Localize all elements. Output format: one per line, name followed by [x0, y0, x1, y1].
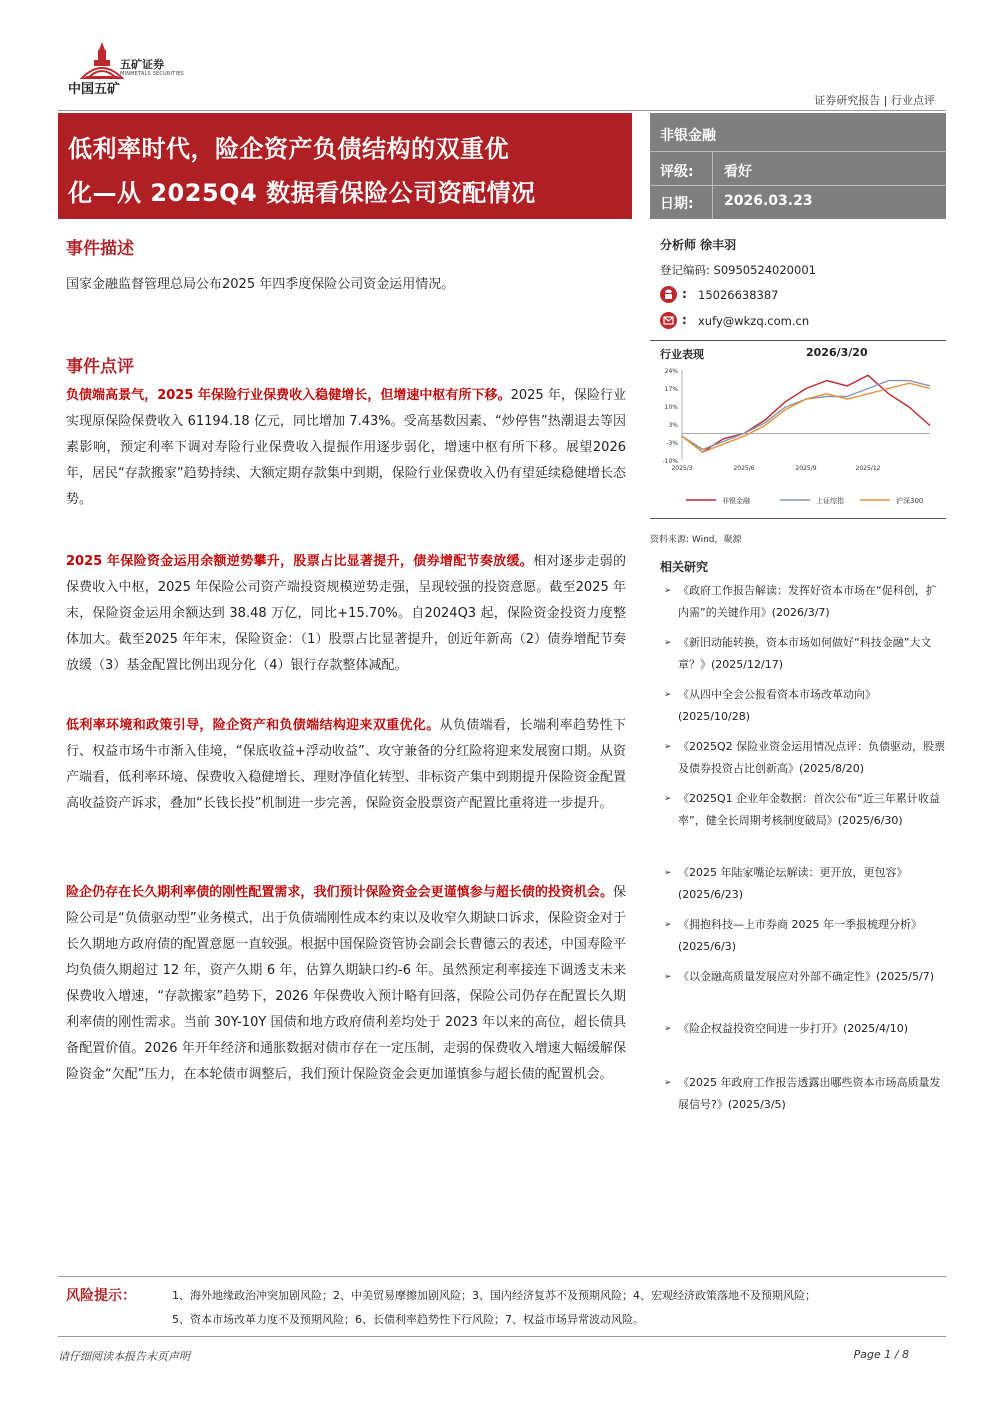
footer-disclaimer: 请仔细阅读本报告末页声明 [58, 1350, 190, 1363]
chart-top-divider [650, 340, 946, 341]
bullet-arrow-icon: ➢ [664, 1078, 672, 1088]
related-research-item[interactable] [664, 1018, 946, 1040]
analyst-email-row [660, 312, 880, 332]
related-research-item[interactable] [664, 580, 946, 624]
paragraph-asset-allocation [66, 549, 626, 679]
report-type: 证券研究报告 | 行业点评 [814, 94, 935, 107]
event-desc-text: 国家金融监督管理总局公布2025 年四季度保险公司资金运用情况。 [66, 277, 455, 292]
related-research-item[interactable] [664, 684, 946, 728]
chart-title: 行业表现 [660, 348, 704, 361]
related-research-title: 《2025 年陆家嘴论坛解读：更开放，更包容》(2025/6/23) [678, 866, 908, 901]
legend-label: 沪深300 [896, 497, 924, 505]
x-tick-label: 2025/12 [855, 465, 881, 472]
y-tick-label: -10% [662, 458, 678, 465]
analyst-phone-row [660, 286, 860, 306]
chart-date: 2026/3/20 [806, 346, 868, 359]
bullet-arrow-icon: ➢ [664, 920, 672, 930]
paragraph-lead: 低利率环境和政策引导，险企资产和负债端结构迎来双重优化。 [66, 718, 440, 733]
title-line-2: 化—从 2025Q4 数据看保险公司资配情况 [68, 179, 536, 207]
related-research-item[interactable] [664, 788, 946, 832]
paragraph-body: 保险公司是“负债驱动型”业务模式，出于负债端刚性成本约束以及收窄久期缺口诉求，保险资金对于长久期地方政府债的配置意愿一直较强。根据中国保险资管协会副会长曹德云的表述，中国寿险平均负债久期超过 12 年，资产久期 6 年，估算久期缺口约-6 年。虽然预定利率接连下调透支未来保费收入增速，“存款搬家”趋势下，2026 年保费收入预计略有回落，保险公司仍存在配置长久期利率债的刚性需求。当前 30Y-10Y 国债和地方政府债利差均处于 2023 年以来的高位，超长债具备配置价值。2026 年开年经济和通胀数据对债市存在一定压制，走弱的保费收入增速大幅缓解保险资金“欠配”压力，在本轮债市调整后，我们预计保险资金会更加谨慎参与超长债的配置机会。 [66, 885, 626, 1082]
rating-box-divider [650, 185, 946, 186]
section-heading-event-review: 事件点评 [66, 357, 134, 377]
related-research-title: 《从四中全会公报看资本市场改革动向》(2025/10/28) [678, 688, 876, 723]
industry-name: 非银金融 [660, 128, 716, 144]
paragraph-dual-optimization [66, 713, 626, 817]
paragraph-body: 2025 年，保险行业实现原保险保费收入 61194.18 亿元，同比增加 7.43%。受高基数因素、“炒停售”热潮退去等因素影响，预定利率下调对寿险行业保费收入提振作用逐步弱化，增速中枢有所下移。展望2026 年，居民“存款搬家”趋势持续、大额定期存款集中到期，保险行业保费收入仍有望延续稳健增长态势。 [66, 388, 626, 507]
paragraph-body: 从负债端看，长端利率趋势性下行、权益市场牛市渐入佳境，“保底收益+浮动收益”、攻守兼备的分红险将迎来发展窗口期。从资产端看，低利率环境、保费收入稳健增长、理财净值化转型、非标资产集中到期提升保险资金配置高收益资产诉求，叠加“长钱长投”机制进一步完善，保险资金股票资产配置比重将进一步提升。 [66, 718, 626, 811]
paragraph-lead: 负债端高景气，2025 年保险行业保费收入稳健增长，但增速中枢有所下移。 [66, 388, 511, 403]
rating-box-divider [650, 151, 946, 152]
related-research-item[interactable] [664, 1072, 946, 1116]
y-tick-label: -3% [666, 440, 678, 447]
bullet-arrow-icon: ➢ [664, 972, 672, 982]
legend-label: 上证综指 [816, 497, 844, 505]
chart-source: 资料来源: Wind，聚源 [650, 535, 742, 545]
risk-line-1: 1、海外地缘政治冲突加剧风险；2、中美贸易摩擦加剧风险；3、国内经济复苏不及预期风险；4、宏观经济政策落地不及预期风险； [172, 1289, 816, 1302]
paragraph-body: 相对逐步走弱的保费收入中枢，2025 年保险公司资产端投资规模逆势走强，呈现较强的投资意愿。截至2025 年末，保险资金运用余额达到 38.48 万亿，同比+15.70%。自2024Q3 起，保险资金投资力度整体加大。截至2025 年年末，保险资金：（1）股票占比显著提升，创近年新高（2）债券增配节奏放缓（3）基金配置比例出现分化（4）银行存款整体减配。 [66, 554, 626, 673]
related-research-item[interactable] [664, 632, 946, 676]
rating-box-vdivider [712, 151, 713, 219]
y-tick-label: 24% [664, 368, 678, 375]
title-line-1: 低利率时代，险企资产负债结构的双重优 [68, 135, 509, 163]
paragraph-lead: 2025 年保险资金运用余额逆势攀升，股票占比显著提升，债券增配节奏放缓。 [66, 554, 534, 569]
related-research-title: 《险企权益投资空间进一步打开》(2025/4/10) [678, 1022, 908, 1035]
x-tick-label: 2025/6 [733, 465, 755, 472]
analyst-name: 分析师 徐丰羽 [660, 238, 737, 252]
bullet-arrow-icon: ➢ [664, 1024, 672, 1034]
bullet-arrow-icon: ➢ [664, 690, 672, 700]
paragraph-long-bond-demand [66, 880, 626, 1088]
paragraph-lead: 险企仍存在长久期利率债的刚性配置需求，我们预计保险资金会更谨慎参与超长债的投资机会。 [66, 885, 613, 900]
related-research-title: 《2025Q2 保险业资金运用情况点评：负债驱动，股票及债券投资占比创新高》(2025/8/20) [678, 740, 946, 775]
related-research-item[interactable] [664, 914, 946, 958]
rating-label: 评级: [660, 164, 694, 180]
related-research-title: 《拥抱科技—上市券商 2025 年一季报梳理分析》(2025/6/3) [678, 918, 922, 953]
legend-label: 非银金融 [722, 497, 750, 505]
title-banner [58, 113, 632, 219]
industry-performance-chart [650, 362, 946, 512]
bullet-arrow-icon: ➢ [664, 742, 672, 752]
date-value: 2026.03.23 [724, 193, 813, 209]
rating-value: 看好 [724, 164, 752, 180]
email-icon [660, 312, 677, 329]
analyst-email[interactable]: xufy@wkzq.com.cn [698, 314, 810, 328]
bullet-arrow-icon: ➢ [664, 868, 672, 878]
related-research-item[interactable] [664, 966, 946, 988]
y-tick-label: 3% [668, 422, 678, 429]
footer-divider [58, 1336, 946, 1337]
y-tick-label: 10% [664, 404, 678, 411]
group-name: 中国五矿 [68, 82, 121, 97]
header-divider [58, 110, 946, 111]
analyst-phone: 15026638387 [698, 288, 779, 302]
registration-label: 登记编码: [660, 263, 710, 277]
related-research-title: 《2025 年政府工作报告透露出哪些资本市场高质量发展信号?》(2025/3/5) [678, 1076, 941, 1111]
bullet-arrow-icon: ➢ [664, 638, 672, 648]
company-name-en: MINMETALS SECURITIES [120, 71, 184, 77]
bullet-arrow-icon: ➢ [664, 586, 672, 596]
page-number: Page 1 / 8 [853, 1348, 909, 1361]
y-tick-label: 17% [664, 386, 678, 393]
related-research-title: 《2025Q1 企业年金数据：首次公布“近三年累计收益率”，健全长周期考核制度破局》(2025/6/30) [678, 792, 940, 827]
email-colon: : [682, 313, 687, 327]
rating-box [650, 113, 946, 219]
chart-bottom-divider [650, 518, 946, 519]
series-line [682, 381, 930, 450]
related-research-title: 《新旧动能转换，资本市场如何做好“科技金融”大文章？》(2025/12/17) [678, 636, 932, 671]
related-research-item[interactable] [664, 736, 946, 780]
section-heading-event-desc: 事件描述 [66, 239, 134, 259]
date-label: 日期: [660, 196, 694, 212]
risk-top-divider [58, 1276, 946, 1277]
company-name: 五矿证券 [120, 58, 164, 71]
analyst-registration [660, 262, 816, 278]
related-research-heading: 相关研究 [660, 560, 709, 574]
related-research-title: 《以金融高质量发展应对外部不确定性》(2025/5/7) [678, 970, 934, 983]
related-research-item[interactable] [664, 862, 946, 906]
phone-colon: : [682, 287, 687, 301]
bullet-arrow-icon: ➢ [664, 794, 672, 804]
x-tick-label: 2025/9 [795, 465, 817, 472]
registration-value: S0950524020001 [713, 263, 816, 277]
related-research-title: 《政府工作报告解读：发挥好资本市场在“促科创，扩内需”的关键作用》(2026/3/7) [678, 584, 937, 619]
paragraph-liability [66, 383, 626, 513]
phone-icon [660, 286, 677, 303]
risk-label: 风险提示： [66, 1288, 136, 1304]
risk-line-2: 5、资本市场改革力度不及预期风险；6、长债利率趋势性下行风险；7、权益市场异常波动风险。 [172, 1313, 644, 1326]
x-tick-label: 2025/3 [671, 465, 693, 472]
